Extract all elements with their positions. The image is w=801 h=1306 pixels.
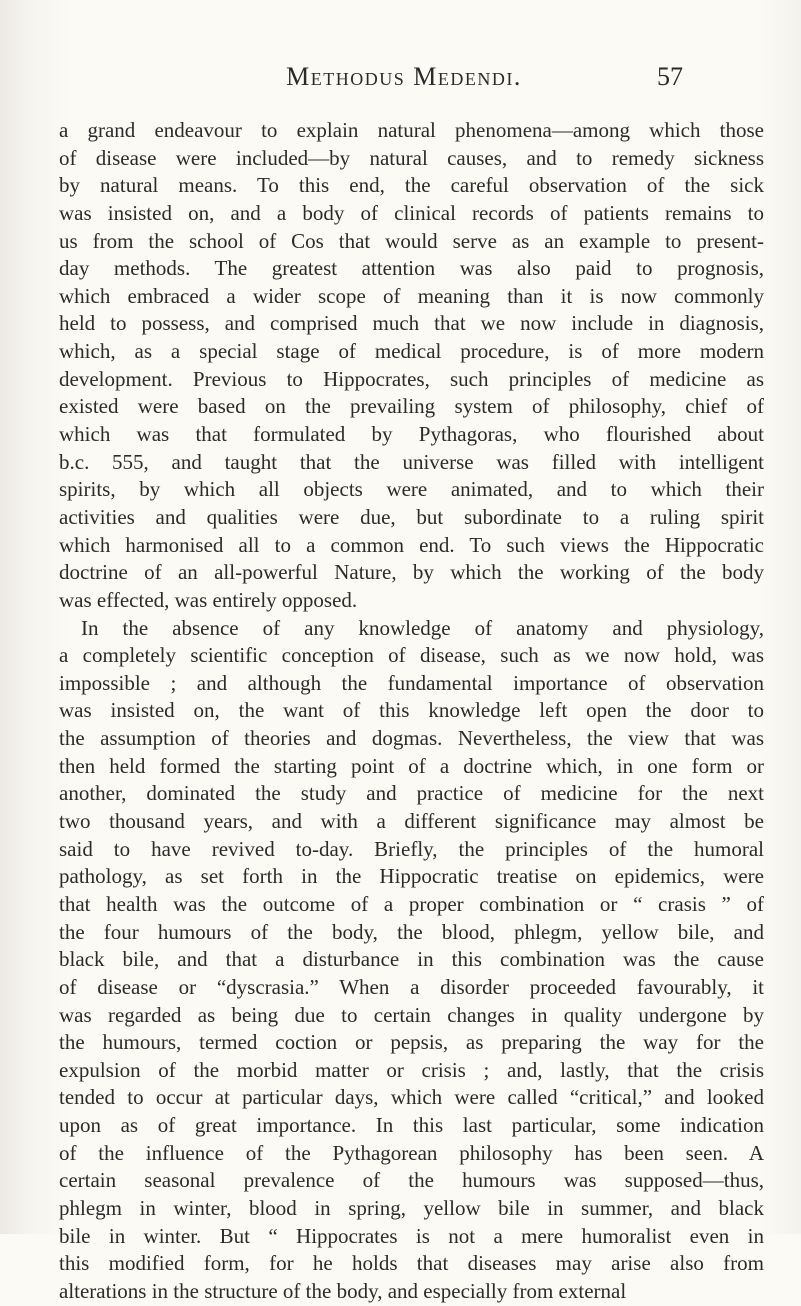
paragraph (59, 117, 764, 615)
text-line: held to possess, and comprised much that we now include in diagnosis, (59, 311, 764, 336)
text-line: alterations in the structure of the body, and especially from external (59, 1278, 627, 1303)
text-line: another, dominated the study and practice of medicine for the next (59, 781, 764, 806)
text-line: this modified form, for he holds that diseases may arise also from (59, 1251, 764, 1276)
text-line: which, as a special stage of medical procedure, is of more modern (59, 339, 764, 364)
text-line: two thousand years, and with a different significance may almost be (59, 809, 764, 834)
text-line: certain seasonal prevalence of the humours was supposed—thus, (59, 1168, 764, 1193)
text-line: was insisted on, and a body of clinical records of patients remains to (59, 200, 764, 225)
text-line: pathology, as set forth in the Hippocratic treatise on epidemics, were (59, 864, 764, 889)
text-line: of disease were included—by natural causes, and to remedy sickness (59, 145, 764, 170)
text-line: In the absence of any knowledge of anatomy and physiology, (81, 615, 764, 640)
body-text (59, 117, 764, 1306)
text-line: was effected, was entirely opposed. (59, 587, 358, 612)
text-line: impossible ; and although the fundamental importance of observation (59, 670, 764, 695)
text-line: which harmonised all to a common end. To such views the Hippocratic (59, 532, 764, 557)
text-line: of disease or “dyscrasia.” When a disorder proceeded favourably, it (59, 974, 764, 999)
text-line: was insisted on, the want of this knowledge left open the door to (59, 698, 764, 723)
text-line: of the influence of the Pythagorean philosophy has been seen. A (59, 1140, 764, 1165)
text-line: doctrine of an all-powerful Nature, by which the working of the body (59, 560, 764, 585)
text-line: that health was the outcome of a proper combination or “ crasis ” of (59, 891, 764, 916)
text-line: said to have revived to-day. Briefly, the principles of the humoral (59, 836, 764, 861)
text-line: expulsion of the morbid matter or crisis ; and, lastly, that the crisis (59, 1057, 764, 1082)
running-head (0, 62, 801, 102)
text-line: the assumption of theories and dogmas. Nevertheless, the view that was (59, 726, 764, 751)
text-line: phlegm in winter, blood in spring, yellow bile in summer, and black (59, 1195, 764, 1220)
text-line: existed were based on the prevailing system of philosophy, chief of (59, 394, 764, 419)
page-number: 57 (657, 62, 683, 91)
text-line: activities and qualities were due, but subordinate to a ruling spirit (59, 504, 764, 529)
text-line: bile in winter. But “ Hippocrates is not a mere humoralist even in (59, 1223, 764, 1248)
paragraph (59, 615, 764, 1306)
text-line: then held formed the starting point of a doctrine which, in one form or (59, 753, 764, 778)
text-line: which embraced a wider scope of meaning than it is now commonly (59, 283, 764, 308)
text-line: a completely scientific conception of disease, such as we now hold, was (59, 643, 764, 668)
text-line: spirits, by which all objects were animated, and to which their (59, 477, 764, 502)
text-line: development. Previous to Hippocrates, such principles of medicine as (59, 366, 764, 391)
text-line: by natural means. To this end, the careful observation of the sick (59, 173, 764, 198)
text-line: a grand endeavour to explain natural phenomena—among which those (59, 118, 764, 142)
text-line: was regarded as being due to certain changes in quality undergone by (59, 1002, 764, 1027)
text-line: the humours, termed coction or pepsis, as preparing the way for the (59, 1030, 764, 1055)
text-line: which was that formulated by Pythagoras, who flourished about (59, 422, 764, 447)
text-line: day methods. The greatest attention was also paid to prognosis, (59, 256, 764, 281)
text-line: black bile, and that a disturbance in this combination was the cause (59, 947, 764, 972)
text-line: the four humours of the body, the blood, phlegm, yellow bile, and (59, 919, 764, 944)
text-line: us from the school of Cos that would serve as an example to present- (59, 228, 764, 253)
text-line: tended to occur at particular days, which were called “critical,” and looked (59, 1085, 764, 1110)
text-line: upon as of great importance. In this last particular, some indication (59, 1113, 764, 1138)
text-line: b.c. 555, and taught that the universe was filled with intelligent (59, 449, 764, 474)
running-title: Methodus Medendi. (286, 62, 522, 91)
